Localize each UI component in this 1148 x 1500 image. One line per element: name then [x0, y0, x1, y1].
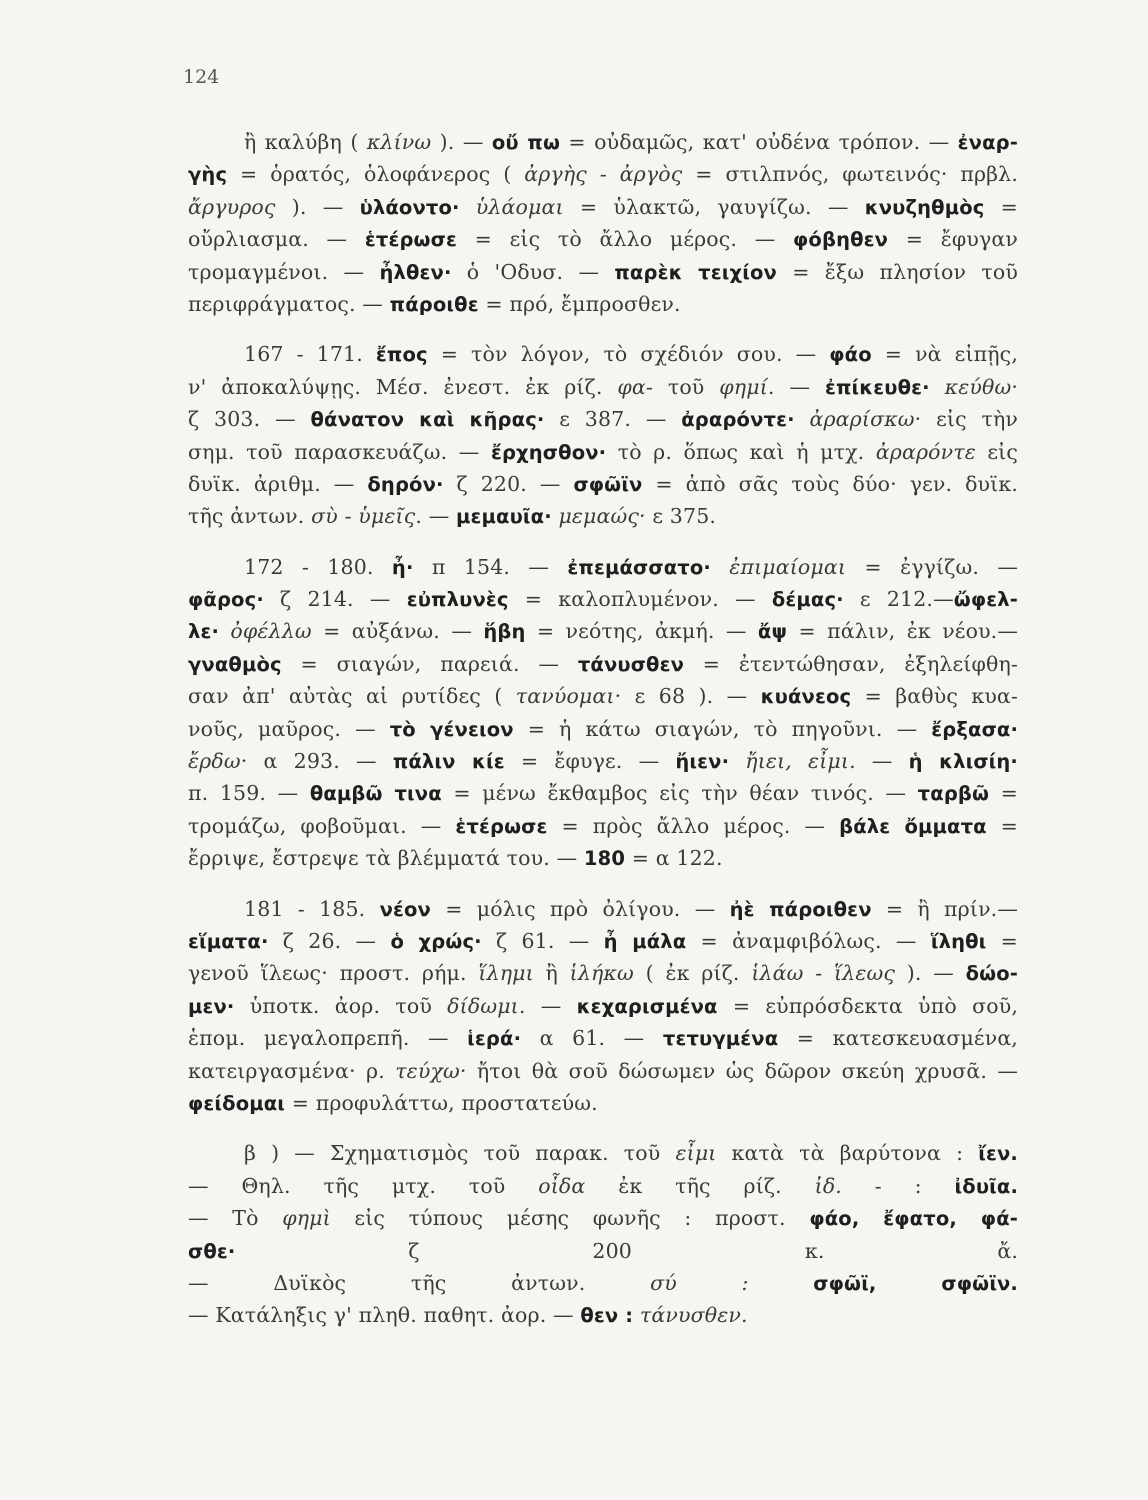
text-line — [188, 842, 1018, 874]
text-line — [188, 990, 1018, 1022]
gloss-text: ε 212.— — [843, 587, 954, 612]
lemma-term: νέον — [379, 897, 431, 921]
gloss-text: ἐκ τῆς ρίζ. — [585, 1173, 815, 1198]
gloss-text: = μένω ἔκθαμβος εἰς τὴν θέαν τινός. — — [441, 781, 918, 806]
text-line — [188, 648, 1018, 680]
text-line — [188, 551, 1018, 583]
gloss-text: οὔρλιασμα. — — [188, 227, 365, 252]
lemma-term: ἑτέρωσε — [455, 814, 548, 838]
lemma-term: ἔρχησθον· — [490, 440, 607, 464]
lemma-term: βάλε ὄμματα — [839, 814, 987, 838]
gloss-text: = τὸν λόγον, τὸ σχέδιόν σου. — — [427, 342, 830, 367]
gloss-text: = ὑλακτῶ, γαυγίζω. — — [563, 194, 865, 219]
gloss-text: τρομάζω, φοβοῦμαι. — — [188, 813, 456, 838]
lemma-term: ὤφελ- — [953, 588, 1018, 612]
lemma-term: εἵματα· — [188, 929, 269, 953]
lemma-term: δέμας· — [771, 588, 844, 612]
italic-term: φα- — [617, 374, 653, 399]
gloss-text: = α 122. — [625, 846, 723, 871]
paragraph-p4 — [188, 893, 1018, 1120]
text-line — [188, 338, 1018, 370]
italic-term: τάνυσθεν. — [639, 1303, 748, 1328]
gloss-text: τοῦ — [652, 374, 720, 399]
lemma-term: δηρόν· — [367, 472, 444, 496]
gloss-text: ( ἐκ ρίζ. — [633, 961, 752, 986]
gloss-text: ἢ καλύβη ( — [244, 130, 367, 154]
italic-term: δίδωμι — [447, 993, 519, 1018]
text-line — [188, 436, 1018, 468]
italic-term: ὑλάομαι — [475, 194, 564, 219]
lemma-term: πάλιν κίε — [392, 750, 505, 774]
lemma-term: 180 — [583, 847, 626, 871]
gloss-text: ὁ 'Οδυσ. — — [451, 259, 615, 284]
gloss-text — [219, 619, 230, 643]
gloss-text: = ὁρατός, ὁλοφάνερος ( — [227, 162, 525, 187]
gloss-text: = — [984, 194, 1018, 219]
lemma-term: τὸ γένειον — [389, 717, 514, 741]
gloss-text: = νὰ εἰπῇς, — [871, 342, 1018, 367]
lemma-term: ἀραρόντε· — [681, 408, 795, 432]
gloss-text: δυϊκ. ἀριθμ. — — [188, 471, 368, 496]
lemma-term: ὁ χρώς· — [390, 929, 482, 953]
lemma-term: ἦ μάλα — [603, 929, 687, 953]
text-line — [188, 191, 1018, 223]
lemma-term: μεν· — [188, 994, 235, 1018]
gloss-text: σαν ἀπ' αὐτὰς αἱ ρυτίδες ( — [188, 684, 516, 709]
gloss-text: ζ 220. — — [443, 471, 574, 496]
text-line — [188, 256, 1018, 288]
gloss-text: τρομαγμένοι. — — [188, 259, 380, 284]
gloss-text: — Θηλ. τῆς μτχ. τοῦ — [188, 1173, 539, 1198]
gloss-text: = εἰς τὸ ἄλλο μέρος. — — [457, 227, 794, 252]
gloss-text — [633, 1303, 640, 1327]
italic-term: τεύχω· — [395, 1058, 467, 1083]
text-line — [188, 468, 1018, 500]
lemma-term: μεμαυῖα· — [456, 505, 552, 529]
gloss-text: = ἡ κάτω σιαγών, τὸ πηγοῦνι. — — [513, 716, 932, 741]
gloss-text: — Κατάληξις γ' πληθ. παθητ. ἀορ. — — [188, 1303, 581, 1328]
gloss-text: = πρό, ἔμπροσθεν. — [478, 291, 681, 316]
paragraph-p1 — [188, 126, 1018, 320]
text-line — [188, 1087, 1018, 1119]
gloss-text: 167 - 171. — [244, 342, 376, 367]
text-line — [188, 1055, 1018, 1087]
italic-term: ὀφέλλω — [230, 619, 312, 644]
gloss-text — [729, 749, 745, 773]
paragraph-p2 — [188, 338, 1018, 532]
gloss-text: = ἢ πρίν.— — [871, 896, 1019, 921]
gloss-text: ζ 200 κ. ἄ. — [235, 1238, 1018, 1263]
lemma-term: γναθμὸς — [188, 652, 282, 676]
lemma-term: ὑλάοντο· — [359, 195, 460, 219]
paragraph-gap — [188, 320, 1018, 338]
gloss-text: ἢ — [533, 961, 570, 986]
text-line — [188, 223, 1018, 255]
lemma-term: ἔρξασα· — [931, 717, 1019, 741]
lemma-term: παρὲκ τειχίον — [614, 260, 777, 284]
text-line — [188, 1137, 1018, 1169]
italic-term: ἵλημι — [478, 961, 534, 986]
lemma-term: ἦ· — [391, 555, 414, 579]
gloss-text: ε 68 ). — — [621, 684, 761, 709]
gloss-text: ). — — [431, 130, 492, 154]
gloss-text: . — — [767, 374, 825, 399]
gloss-text: ἑπομ. μεγαλοπρεπῆ. — — [188, 1026, 468, 1051]
italic-term: ἄργυρος — [188, 194, 276, 219]
gloss-text: = βαθὺς κυα- — [851, 684, 1019, 709]
gloss-text: 181 - 185. — [244, 896, 380, 921]
lemma-term: οὔ πω — [491, 131, 561, 154]
italic-term: ἤιει, εἶμι — [745, 749, 850, 774]
gloss-text: = ἔφυγαν — [888, 227, 1018, 252]
gloss-text: α 61. — — [521, 1026, 663, 1051]
gloss-text: = αὐξάνω. — — [311, 619, 484, 644]
gloss-text: ζ 303. — — [188, 407, 311, 432]
gloss-text: τὸ ρ. ὅπως καὶ ἡ μτχ. — [606, 439, 876, 464]
lemma-term: ἴεν. — [978, 1142, 1018, 1166]
text-line — [188, 777, 1018, 809]
gloss-text: = — [989, 781, 1019, 806]
paragraph-p5 — [188, 1137, 1018, 1331]
gloss-text: ν' ἀποκαλύψῃς. Μέσ. ἐνεστ. ἐκ ρίζ. — [188, 374, 618, 399]
text-line — [188, 1202, 1018, 1234]
gloss-text: = ἀπὸ σᾶς τοὺς δύο· γεν. δυϊκ. — [642, 471, 1018, 496]
text-line — [188, 1235, 1018, 1267]
text-line — [188, 126, 1018, 158]
lemma-term: ἔπος — [375, 343, 428, 367]
gloss-text: = σιαγών, παρειά. — — [281, 651, 578, 676]
gloss-text: - : — [841, 1173, 955, 1198]
italic-term: ἰδ. — [814, 1173, 842, 1198]
lemma-term: λε· — [188, 620, 220, 644]
gloss-text: κατειργασμένα· ρ. — [188, 1058, 396, 1083]
lemma-term: σφῶϊν — [573, 472, 643, 496]
gloss-text: = εὐπρόσδεκτα ὑπὸ σοῦ, — [717, 993, 1019, 1018]
italic-term: σύ : — [650, 1270, 749, 1295]
lemma-term: ἤιεν· — [675, 750, 730, 774]
text-line — [188, 1170, 1018, 1202]
gloss-text: ζ 214. — — [263, 587, 407, 612]
lemma-term: θαμβῶ τινα — [309, 782, 442, 806]
gloss-text: = προφυλάττω, προστατεύω. — [285, 1090, 598, 1115]
lemma-term: φείδομαι — [188, 1091, 286, 1115]
lemma-term: ἑτέρωσε — [364, 228, 457, 252]
gloss-text: γενοῦ ἵλεως· προστ. ρήμ. — [188, 961, 479, 986]
lemma-term: δώο- — [965, 962, 1019, 986]
gloss-text: . — — [415, 504, 457, 529]
gloss-text: τῆς ἀντων. — [188, 504, 312, 529]
text-line — [188, 713, 1018, 745]
text-line — [188, 583, 1018, 615]
lemma-term: ἄψ — [757, 620, 788, 644]
lemma-term: πάροιθε — [389, 292, 479, 316]
gloss-text: α 293. — — [247, 749, 393, 774]
gloss-text: = ἐγγίζω. — — [846, 554, 1018, 579]
lemma-term: ἐναρ- — [957, 131, 1018, 154]
lemma-term: φάο — [829, 343, 872, 367]
text-line — [188, 371, 1018, 403]
gloss-text: = οὐδαμῶς, κατ' οὐδένα τρόπον. — — [560, 130, 958, 154]
gloss-text: ἔρριψε, ἔστρεψε τὰ βλέμματά του. — — [188, 846, 584, 871]
text-line — [188, 810, 1018, 842]
text-line — [188, 680, 1018, 712]
gloss-text: — Δυϊκὸς τῆς ἀντων. — [188, 1270, 651, 1295]
italic-term: ἱλάω - ἵλεως — [751, 961, 895, 986]
italic-term: οἶδα — [538, 1173, 586, 1198]
italic-term: ἀραρόντε — [875, 439, 976, 464]
gloss-text: εἰς — [975, 439, 1018, 464]
gloss-text — [749, 1271, 814, 1295]
lemma-term: ἡ κλισίη· — [908, 750, 1018, 774]
italic-term: ἱλήκω — [569, 961, 634, 986]
lemma-term: ἵληθι — [930, 929, 987, 953]
lemma-term: ἰδυῖα. — [954, 1174, 1019, 1198]
gloss-text: = στιλπνός, φωτεινός· πρβλ. — [682, 162, 1018, 187]
lemma-term: εὐπλυνὲς — [406, 588, 509, 612]
text-line — [188, 288, 1018, 320]
lemma-term: τάνυσθεν — [577, 652, 685, 676]
gloss-text: εἰς τὴν — [921, 407, 1019, 432]
italic-term: μεμαώς· — [558, 504, 646, 529]
italic-term: ἀραρίσκω· — [809, 407, 922, 432]
gloss-text: = — [986, 928, 1018, 953]
gloss-text: ). — — [275, 194, 360, 219]
gloss-text — [711, 555, 729, 579]
lemma-term: φᾶρος· — [188, 588, 264, 612]
gloss-text: = καλοπλυμένον. — — [508, 587, 772, 612]
lemma-term: ἐπίκευθε· — [824, 375, 930, 399]
italic-term: ἐπιμαίομαι — [729, 554, 847, 579]
lemma-term: ἦλθεν· — [379, 260, 452, 284]
paragraph-gap — [188, 1119, 1018, 1137]
gloss-text: = νεότης, ἀκμή. — — [525, 619, 758, 644]
text-line — [188, 893, 1018, 925]
lemma-term: κεχαρισμένα — [576, 994, 718, 1018]
gloss-text: περιφράγματος. — — [188, 291, 390, 316]
gloss-text: σημ. τοῦ παρασκευάζω. — — [188, 439, 491, 464]
lemma-term: σφῶϊ, σφῶϊν. — [813, 1271, 1018, 1295]
text-line — [188, 957, 1018, 989]
gloss-text: — Τὸ — [188, 1206, 283, 1231]
italic-term: τανύομαι· — [515, 684, 622, 709]
italic-term: φημί — [719, 374, 768, 399]
gloss-text: ἤτοι θὰ σοῦ δώσωμεν ὡς δῶρον σκεύη χρυσᾶ. — — [466, 1058, 1018, 1083]
gloss-text — [930, 375, 945, 399]
italic-term: ἔρδω· — [188, 749, 248, 774]
italic-term: κεύθω· — [944, 374, 1018, 399]
paragraph-gap — [188, 875, 1018, 893]
gloss-text: = πάλιν, ἐκ νέου.— — [787, 619, 1018, 644]
lemma-term: σθε· — [188, 1239, 236, 1263]
lemma-term: ταρβῶ — [917, 782, 990, 806]
gloss-text: . — — [849, 749, 909, 774]
lemma-term: τετυγμένα — [662, 1027, 779, 1051]
italic-term: φημὶ — [282, 1206, 331, 1231]
italic-term: σὺ - ὑμεῖς — [311, 504, 416, 529]
gloss-text: = πρὸς ἄλλο μέρος. — — [547, 813, 840, 838]
gloss-text: = ἔξω πλησίον τοῦ — [776, 259, 1018, 284]
page-number: 124 — [183, 66, 220, 88]
gloss-text: = ἐτεντώθησαν, ἐξηλείφθη- — [684, 651, 1018, 676]
gloss-text: β ) — Σχηματισμὸς τοῦ παρακ. τοῦ — [244, 1141, 676, 1166]
gloss-text: = — [986, 813, 1018, 838]
italic-term: κλίνω — [366, 130, 432, 154]
gloss-text: 172 - 180. — [244, 554, 392, 579]
gloss-text: π 154. — — [413, 554, 568, 579]
gloss-text: = ἔφυγε. — — [504, 749, 676, 774]
gloss-text: ζ 61. — — [481, 928, 604, 953]
gloss-text: εἰς τύπους μέσης φωνῆς : προστ. — [330, 1206, 810, 1231]
lemma-term: ἐπεμάσσατο· — [567, 555, 711, 579]
text-line — [188, 158, 1018, 190]
gloss-text: ὑποτκ. ἀορ. τοῦ — [234, 993, 448, 1018]
gloss-text: ε 375. — [645, 504, 717, 529]
lemma-term: φόβηθεν — [793, 228, 889, 252]
gloss-text: νοῦς, μαῦρος. — — [188, 716, 390, 741]
text-line — [188, 745, 1018, 777]
lemma-term: φάο, ἔφατο, φά- — [809, 1207, 1018, 1231]
text-line — [188, 615, 1018, 647]
gloss-text — [460, 195, 476, 219]
text-line — [188, 1022, 1018, 1054]
gloss-text: ε 387. — — [544, 407, 682, 432]
lemma-term: γὴς — [188, 163, 228, 187]
text-line — [188, 500, 1018, 532]
lemma-term: θάνατον καὶ κῆρας· — [310, 408, 545, 432]
gloss-text: = μόλις πρὸ ὀλίγου. — — [431, 896, 730, 921]
gloss-text: . — — [518, 993, 577, 1018]
gloss-text: π. 159. — — [188, 781, 310, 806]
paragraph-p3 — [188, 551, 1018, 875]
italic-term: ἀργὴς - ἀργὸς — [524, 162, 683, 187]
lemma-term: ἠὲ πάροιθεν — [729, 897, 872, 921]
lemma-term: ἥβη — [483, 620, 526, 644]
gloss-text: ζ 26. — — [268, 928, 391, 953]
lemma-term: κυάνεος — [760, 685, 852, 709]
lemma-term: ἱερά· — [467, 1027, 522, 1051]
paragraph-gap — [188, 533, 1018, 551]
lemma-term: θεν : — [580, 1304, 634, 1328]
text-line — [188, 1299, 1018, 1331]
gloss-text: κατὰ τὰ βαρύτονα : — [716, 1141, 979, 1166]
gloss-text: = ἀναμφιβόλως. — — [686, 928, 931, 953]
text-line — [188, 1267, 1018, 1299]
gloss-text — [795, 407, 810, 431]
lemma-term: κνυζηθμὸς — [864, 195, 985, 219]
italic-term: εἶμι — [675, 1141, 717, 1166]
page-text — [188, 126, 1018, 1332]
text-line — [188, 403, 1018, 435]
gloss-text: ). — — [894, 961, 966, 986]
text-line — [188, 925, 1018, 957]
gloss-text: = κατεσκευασμένα, — [778, 1026, 1018, 1051]
